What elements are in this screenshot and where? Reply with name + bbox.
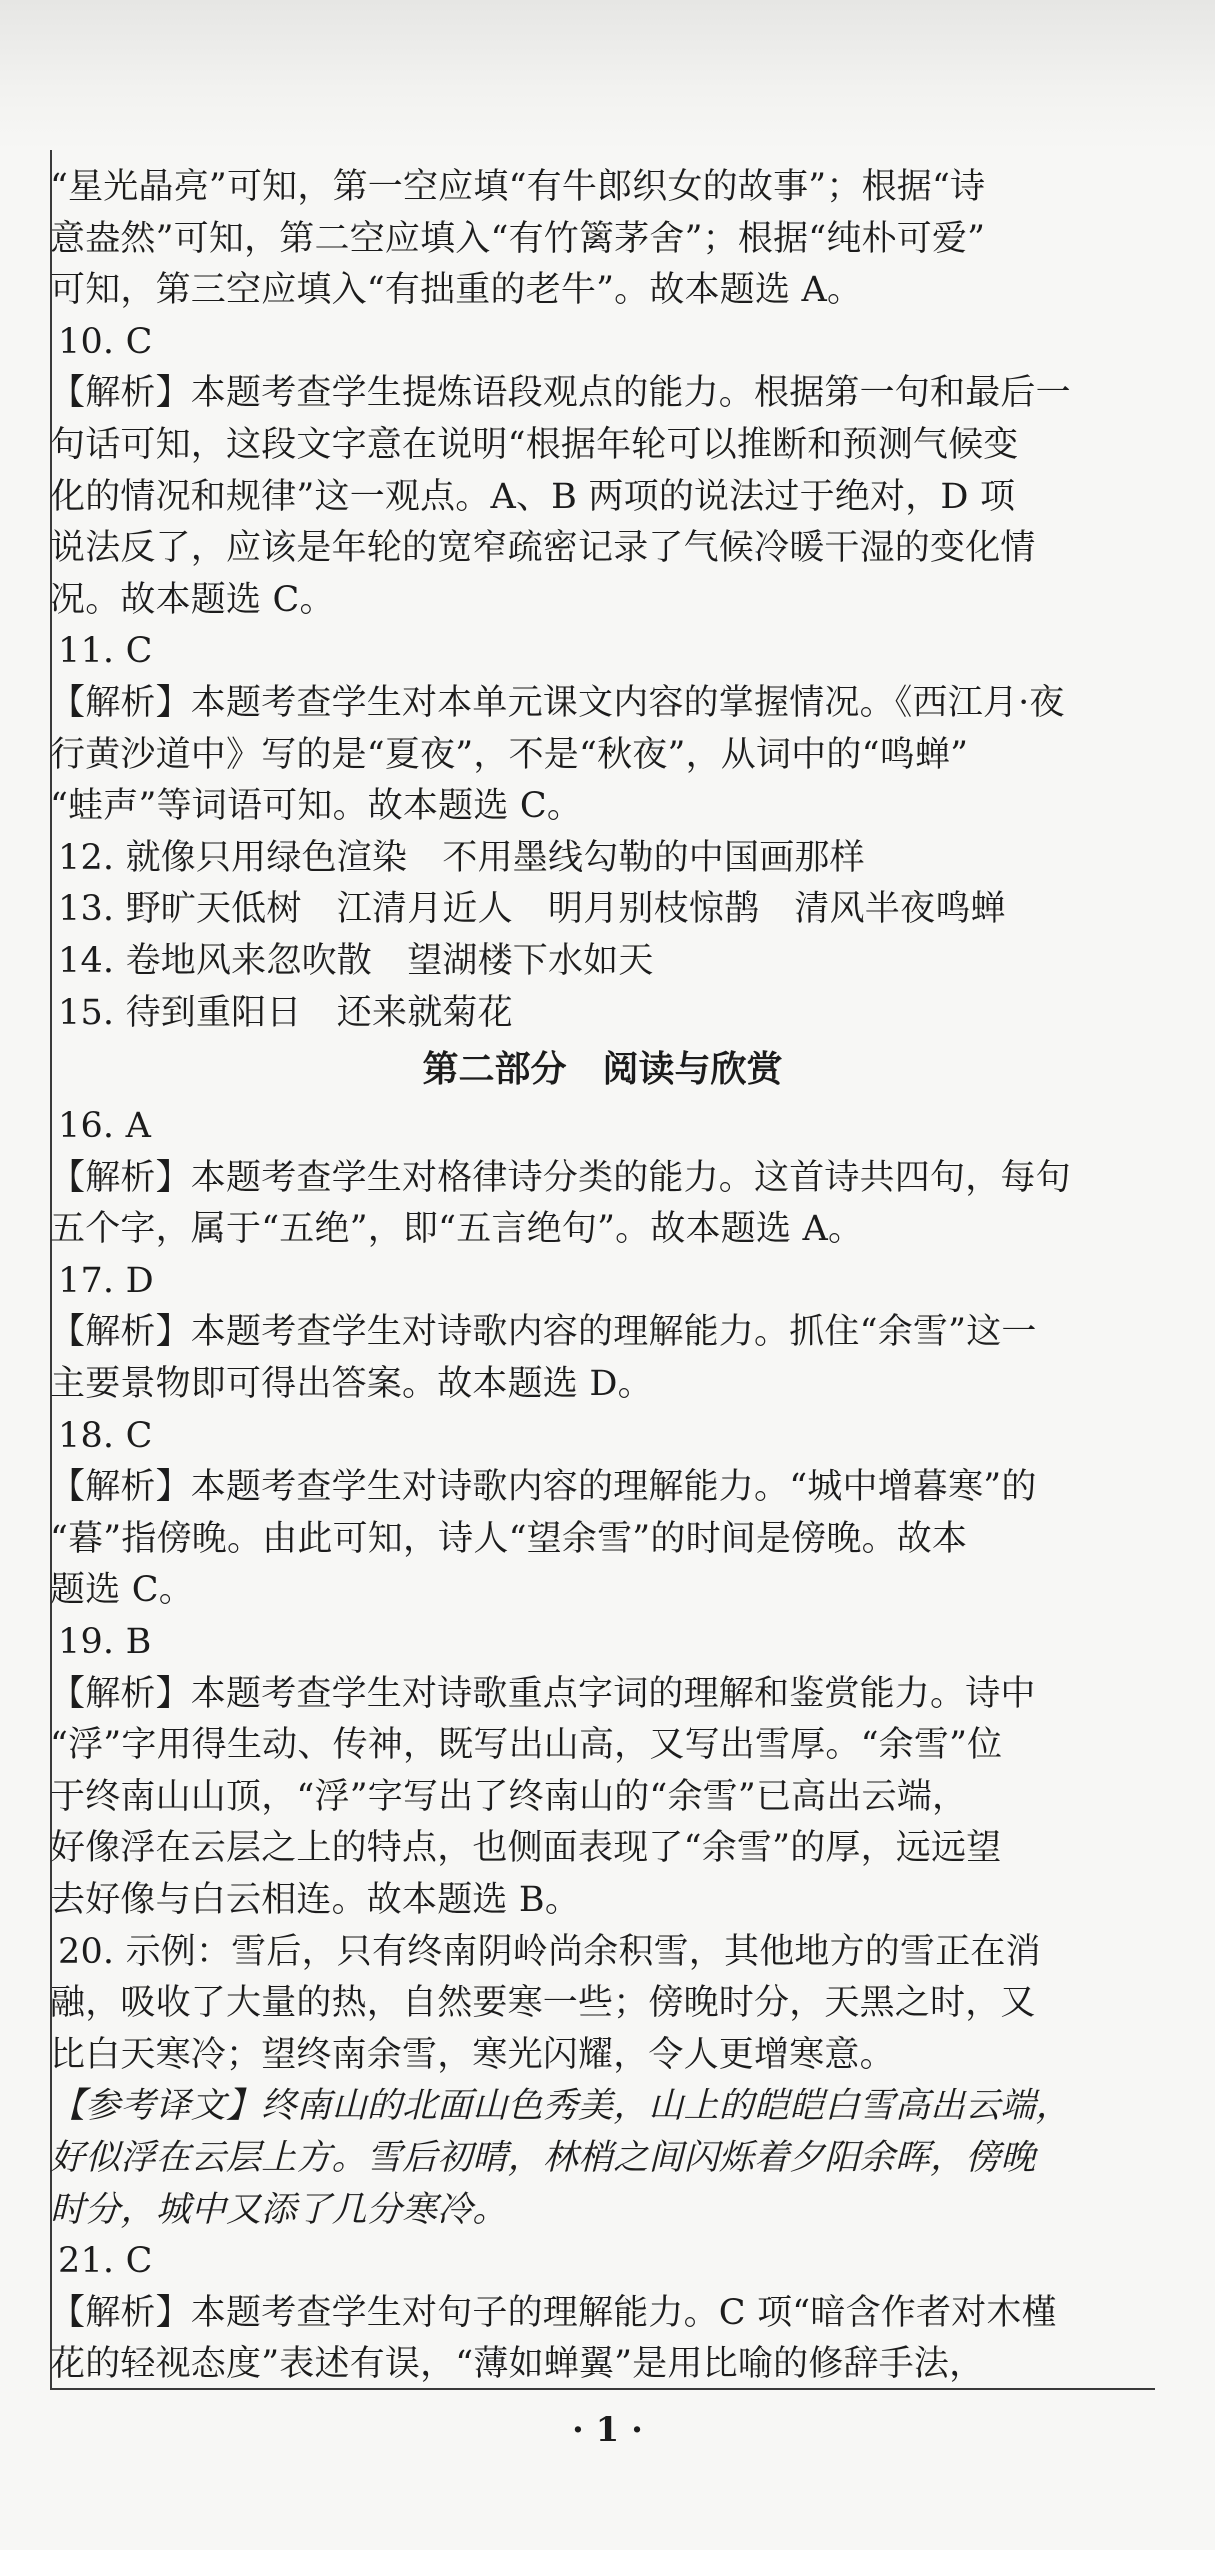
answer-line: 13. 野旷天低树 江清月近人 明月别枝惊鹊 清风半夜鸣蝉: [58, 889, 1006, 930]
text-line: 句话可知，这段文字意在说明“根据年轮可以推断和预测气候变: [50, 424, 1019, 465]
answer-line: 14. 卷地风来忽吹散 望湖楼下水如天: [58, 940, 654, 981]
text-line: 题选 C。: [50, 1570, 194, 1611]
text-line: 花的轻视态度”表述有误，“薄如蝉翼”是用比喻的修辞手法，: [50, 2344, 985, 2385]
text-line: “蛙声”等词语可知。故本题选 C。: [50, 786, 583, 827]
answer-line: 12. 就像只用绿色渲染 不用墨线勾勒的中国画那样: [58, 837, 865, 878]
scan-header-shade: [0, 0, 1215, 150]
text-line: 去好像与白云相连。故本题选 B。: [50, 1880, 581, 1920]
translation-line: 好似浮在云层上方。雪后初晴，林梢之间闪烁着夕阳余晖，傍晚: [50, 2137, 1036, 2178]
text-line: 【解析】本题考查学生对格律诗分类的能力。这首诗共四句，每句: [50, 1157, 1071, 1198]
text-line: 【解析】本题考查学生对本单元课文内容的掌握情况。《西江月·夜: [50, 682, 1065, 723]
answer-line: 20. 示例：雪后，只有终南阴岭尚余积雪，其他地方的雪正在消: [58, 1931, 1041, 1972]
answer-line: 16. A: [58, 1106, 152, 1147]
answer-line: 15. 待到重阳日 还来就菊花: [58, 992, 513, 1033]
text-line: 好像浮在云层之上的特点，也侧面表现了“余雪”的厚，远远望: [50, 1828, 1002, 1869]
text-line: 【解析】本题考查学生对诗歌内容的理解能力。抓住“余雪”这一: [50, 1312, 1037, 1353]
text-line: 比白天寒冷；望终南余雪，寒光闪耀，令人更增寒意。: [50, 2034, 895, 2075]
page-number: · 1 ·: [571, 2410, 643, 2450]
text-line: 主要景物即可得出答案。故本题选 D。: [50, 1364, 653, 1405]
answer-line: 11. C: [58, 631, 153, 672]
text-line: 五个字，属于“五绝”，即“五言绝句”。故本题选 A。: [50, 1209, 864, 1250]
text-line: 融，吸收了大量的热，自然要寒一些；傍晚时分，天黑之时，又: [50, 1983, 1036, 2024]
text-line: 可知，第三空应填入“有拙重的老牛”。故本题选 A。: [50, 270, 863, 311]
answer-line: 19. B: [58, 1622, 152, 1663]
translation-line: 【参考译文】终南山的北面山色秀美，山上的皑皑白雪高出云端，: [50, 2086, 1071, 2127]
text-line: “星光晶亮”可知，第一空应填“有牛郎织女的故事”；根据“诗: [50, 167, 986, 207]
answer-line: 10. C: [58, 321, 153, 362]
text-line: 【解析】本题考查学生对诗歌重点字词的理解和鉴赏能力。诗中: [50, 1673, 1036, 1714]
text-line: 说法反了，应该是年轮的宽窄疏密记录了气候冷暖干湿的变化情: [50, 528, 1036, 569]
text-line: 【解析】本题考查学生对诗歌内容的理解能力。“城中增暮寒”的: [50, 1467, 1037, 1508]
text-line: 化的情况和规律”这一观点。A、B 两项的说法过于绝对，D 项: [50, 476, 1016, 517]
text-line: 【解析】本题考查学生对句子的理解能力。C 项“暗含作者对木槿: [50, 2292, 1057, 2333]
answer-line: 21. C: [58, 2241, 153, 2282]
text-line: 于终南山山顶，“浮”字写出了终南山的“余雪”已高出云端，: [50, 1776, 968, 1817]
text-line: 况。故本题选 C。: [50, 579, 335, 620]
translation-line: 时分，城中又添了几分寒冷。: [50, 2189, 508, 2230]
text-line: “浮”字用得生动、传神，既写出山高，又写出雪厚。“余雪”位: [50, 1725, 1003, 1766]
answer-line: 17. D: [58, 1260, 154, 1301]
text-line: “暮”指傍晚。由此可知，诗人“望余雪”的时间是傍晚。故本: [50, 1518, 968, 1559]
section-heading: 第二部分 阅读与欣赏: [422, 1049, 783, 1091]
answer-line: 18. C: [58, 1415, 153, 1456]
answer-text-body: [50, 162, 1155, 2391]
text-line: 意盎然”可知，第二空应填入“有竹篱茅舍”；根据“纯朴可爱”: [50, 218, 986, 259]
text-line: 【解析】本题考查学生提炼语段观点的能力。根据第一句和最后一: [50, 373, 1071, 414]
text-line: 行黄沙道中》写的是“夏夜”，不是“秋夜”，从词中的“鸣蝉”: [50, 734, 969, 775]
